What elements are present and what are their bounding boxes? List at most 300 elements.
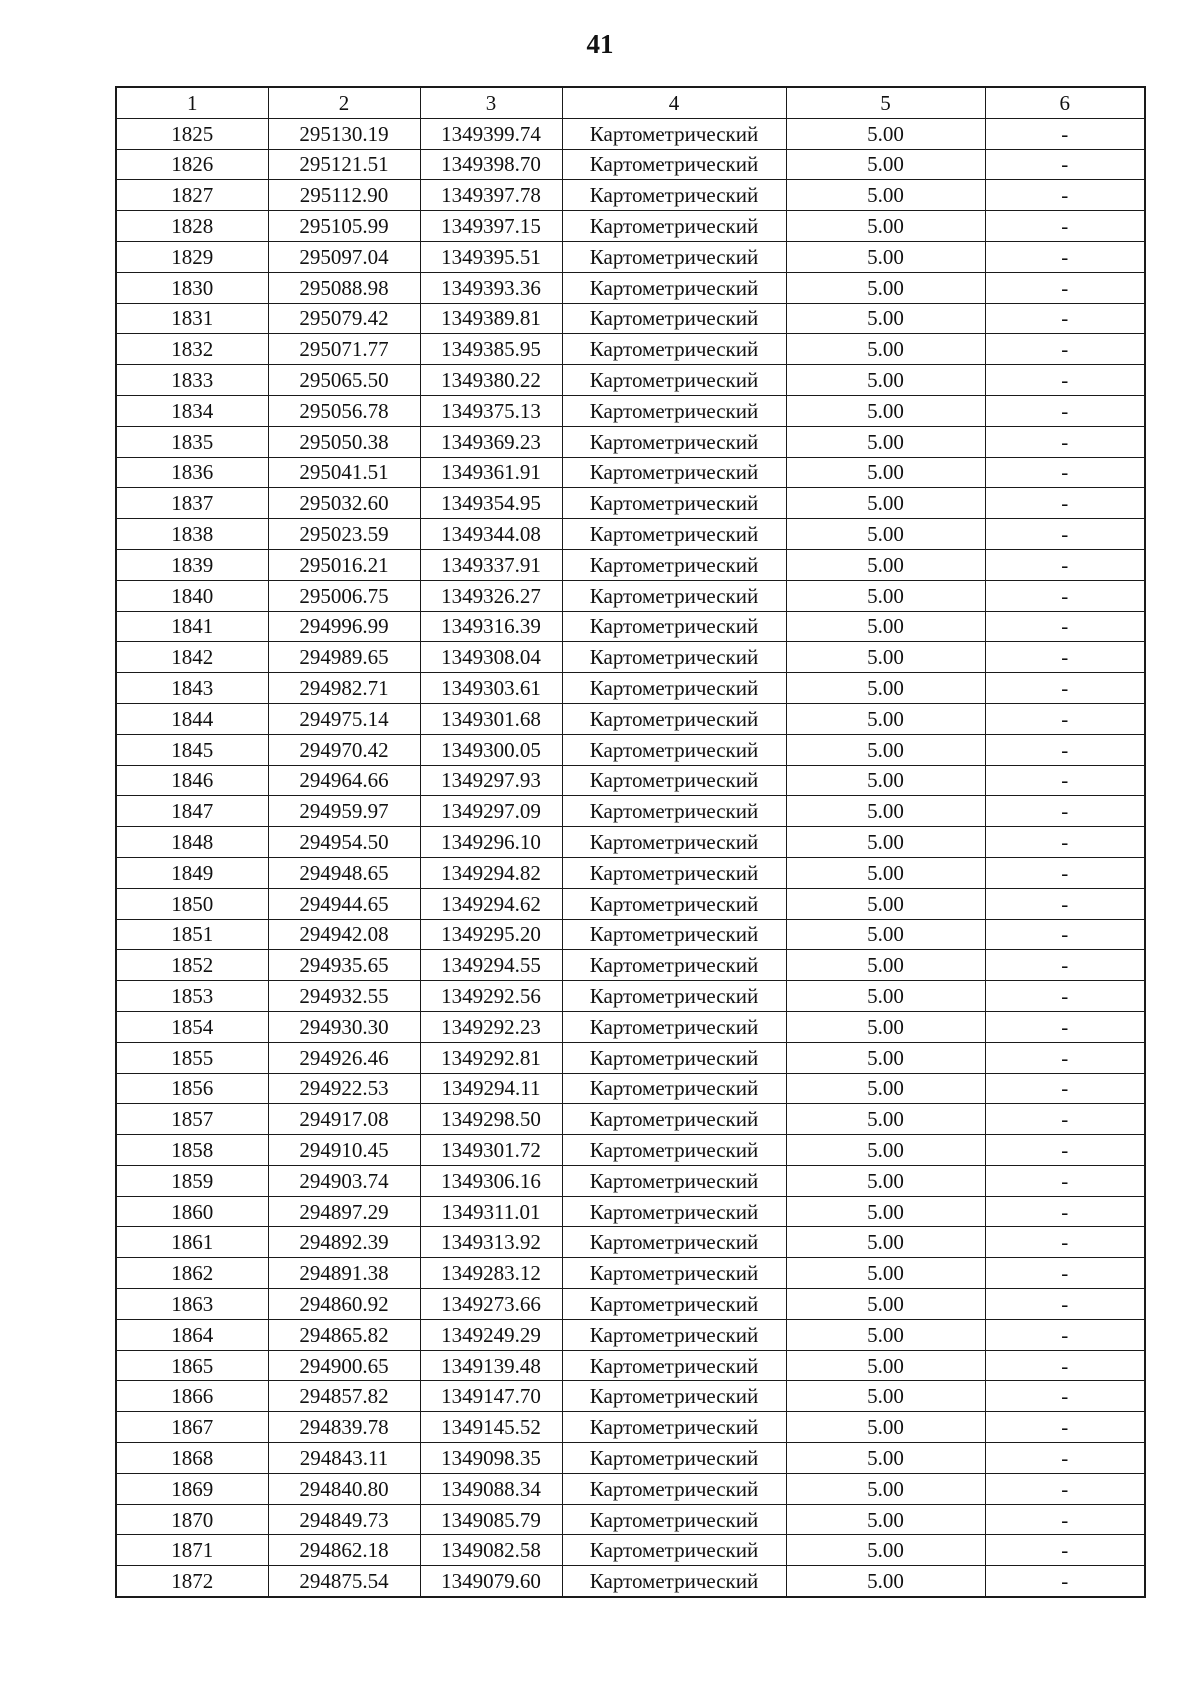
accuracy-cell: 5.00	[786, 488, 985, 519]
table-row	[116, 827, 1145, 858]
y-coordinate-cell: 1349145.52	[420, 1412, 562, 1443]
accuracy-cell: 5.00	[786, 827, 985, 858]
point-number-cell: 1855	[116, 1042, 268, 1073]
y-coordinate-cell: 1349397.15	[420, 211, 562, 242]
table-row	[116, 1566, 1145, 1597]
method-cell: Картометрический	[562, 1412, 786, 1443]
table-row	[116, 1443, 1145, 1474]
accuracy-cell: 5.00	[786, 549, 985, 580]
y-coordinate-cell: 1349098.35	[420, 1443, 562, 1474]
point-number-cell: 1847	[116, 796, 268, 827]
note-cell: -	[985, 1566, 1145, 1597]
point-number-cell: 1834	[116, 395, 268, 426]
method-cell: Картометрический	[562, 857, 786, 888]
x-coordinate-cell: 294857.82	[268, 1381, 420, 1412]
accuracy-cell: 5.00	[786, 857, 985, 888]
accuracy-cell: 5.00	[786, 703, 985, 734]
table-row	[116, 1412, 1145, 1443]
point-number-cell: 1852	[116, 950, 268, 981]
x-coordinate-cell: 295130.19	[268, 118, 420, 149]
note-cell: -	[985, 611, 1145, 642]
y-coordinate-cell: 1349399.74	[420, 118, 562, 149]
x-coordinate-cell: 295016.21	[268, 549, 420, 580]
method-cell: Картометрический	[562, 642, 786, 673]
table-row	[116, 241, 1145, 272]
method-cell: Картометрический	[562, 888, 786, 919]
point-number-cell: 1870	[116, 1504, 268, 1535]
point-number-cell: 1862	[116, 1258, 268, 1289]
y-coordinate-cell: 1349380.22	[420, 365, 562, 396]
y-coordinate-cell: 1349294.82	[420, 857, 562, 888]
accuracy-cell: 5.00	[786, 1042, 985, 1073]
note-cell: -	[985, 272, 1145, 303]
y-coordinate-cell: 1349311.01	[420, 1196, 562, 1227]
note-cell: -	[985, 241, 1145, 272]
method-cell: Картометрический	[562, 1258, 786, 1289]
point-number-cell: 1830	[116, 272, 268, 303]
note-cell: -	[985, 673, 1145, 704]
y-coordinate-cell: 1349300.05	[420, 734, 562, 765]
page-number: 41	[586, 29, 614, 59]
note-cell: -	[985, 1289, 1145, 1320]
method-cell: Картометрический	[562, 1350, 786, 1381]
x-coordinate-cell: 294944.65	[268, 888, 420, 919]
accuracy-cell: 5.00	[786, 211, 985, 242]
note-cell: -	[985, 303, 1145, 334]
point-number-cell: 1831	[116, 303, 268, 334]
point-number-cell: 1849	[116, 857, 268, 888]
table-row	[116, 457, 1145, 488]
x-coordinate-cell: 294954.50	[268, 827, 420, 858]
note-cell: -	[985, 950, 1145, 981]
table-row	[116, 734, 1145, 765]
method-cell: Картометрический	[562, 1011, 786, 1042]
point-number-cell: 1867	[116, 1412, 268, 1443]
accuracy-cell: 5.00	[786, 1381, 985, 1412]
x-coordinate-cell: 295097.04	[268, 241, 420, 272]
point-number-cell: 1850	[116, 888, 268, 919]
accuracy-cell: 5.00	[786, 519, 985, 550]
method-cell: Картометрический	[562, 211, 786, 242]
x-coordinate-cell: 295032.60	[268, 488, 420, 519]
accuracy-cell: 5.00	[786, 303, 985, 334]
method-cell: Картометрический	[562, 118, 786, 149]
y-coordinate-cell: 1349298.50	[420, 1104, 562, 1135]
note-cell: -	[985, 549, 1145, 580]
table-row	[116, 1042, 1145, 1073]
method-cell: Картометрический	[562, 1073, 786, 1104]
header-cell-3: 3	[420, 87, 562, 118]
x-coordinate-cell: 295088.98	[268, 272, 420, 303]
accuracy-cell: 5.00	[786, 334, 985, 365]
table-row	[116, 1504, 1145, 1535]
x-coordinate-cell: 295065.50	[268, 365, 420, 396]
table-row	[116, 796, 1145, 827]
x-coordinate-cell: 294926.46	[268, 1042, 420, 1073]
point-number-cell: 1859	[116, 1165, 268, 1196]
table-row	[116, 1011, 1145, 1042]
accuracy-cell: 5.00	[786, 580, 985, 611]
note-cell: -	[985, 1227, 1145, 1258]
y-coordinate-cell: 1349085.79	[420, 1504, 562, 1535]
x-coordinate-cell: 295079.42	[268, 303, 420, 334]
accuracy-cell: 5.00	[786, 1289, 985, 1320]
point-number-cell: 1842	[116, 642, 268, 673]
method-cell: Картометрический	[562, 765, 786, 796]
table-row	[116, 488, 1145, 519]
point-number-cell: 1863	[116, 1289, 268, 1320]
point-number-cell: 1833	[116, 365, 268, 396]
method-cell: Картометрический	[562, 1104, 786, 1135]
y-coordinate-cell: 1349385.95	[420, 334, 562, 365]
note-cell: -	[985, 1011, 1145, 1042]
y-coordinate-cell: 1349361.91	[420, 457, 562, 488]
accuracy-cell: 5.00	[786, 1258, 985, 1289]
table-row	[116, 1381, 1145, 1412]
header-cell-2: 2	[268, 87, 420, 118]
x-coordinate-cell: 294975.14	[268, 703, 420, 734]
method-cell: Картометрический	[562, 1535, 786, 1566]
table-row	[116, 611, 1145, 642]
point-number-cell: 1841	[116, 611, 268, 642]
x-coordinate-cell: 294875.54	[268, 1566, 420, 1597]
x-coordinate-cell: 294922.53	[268, 1073, 420, 1104]
method-cell: Картометрический	[562, 1566, 786, 1597]
accuracy-cell: 5.00	[786, 1566, 985, 1597]
point-number-cell: 1860	[116, 1196, 268, 1227]
note-cell: -	[985, 1319, 1145, 1350]
x-coordinate-cell: 295050.38	[268, 426, 420, 457]
y-coordinate-cell: 1349273.66	[420, 1289, 562, 1320]
note-cell: -	[985, 1196, 1145, 1227]
y-coordinate-cell: 1349375.13	[420, 395, 562, 426]
table-row	[116, 857, 1145, 888]
table-row	[116, 580, 1145, 611]
note-cell: -	[985, 365, 1145, 396]
point-number-cell: 1861	[116, 1227, 268, 1258]
y-coordinate-cell: 1349139.48	[420, 1350, 562, 1381]
point-number-cell: 1868	[116, 1443, 268, 1474]
method-cell: Картометрический	[562, 1443, 786, 1474]
table-row	[116, 549, 1145, 580]
method-cell: Картометрический	[562, 149, 786, 180]
point-number-cell: 1856	[116, 1073, 268, 1104]
header-cell-5: 5	[786, 87, 985, 118]
table-row	[116, 673, 1145, 704]
note-cell: -	[985, 519, 1145, 550]
method-cell: Картометрический	[562, 1135, 786, 1166]
x-coordinate-cell: 294892.39	[268, 1227, 420, 1258]
x-coordinate-cell: 294849.73	[268, 1504, 420, 1535]
x-coordinate-cell: 294964.66	[268, 765, 420, 796]
method-cell: Картометрический	[562, 950, 786, 981]
accuracy-cell: 5.00	[786, 765, 985, 796]
method-cell: Картометрический	[562, 426, 786, 457]
accuracy-cell: 5.00	[786, 1412, 985, 1443]
y-coordinate-cell: 1349297.93	[420, 765, 562, 796]
point-number-cell: 1844	[116, 703, 268, 734]
method-cell: Картометрический	[562, 673, 786, 704]
note-cell: -	[985, 457, 1145, 488]
table-body	[116, 118, 1145, 1597]
table-row	[116, 180, 1145, 211]
method-cell: Картометрический	[562, 796, 786, 827]
point-number-cell: 1835	[116, 426, 268, 457]
accuracy-cell: 5.00	[786, 1196, 985, 1227]
y-coordinate-cell: 1349295.20	[420, 919, 562, 950]
table-row	[116, 1535, 1145, 1566]
method-cell: Картометрический	[562, 1381, 786, 1412]
y-coordinate-cell: 1349369.23	[420, 426, 562, 457]
accuracy-cell: 5.00	[786, 673, 985, 704]
method-cell: Картометрический	[562, 734, 786, 765]
x-coordinate-cell: 294862.18	[268, 1535, 420, 1566]
x-coordinate-cell: 294917.08	[268, 1104, 420, 1135]
note-cell: -	[985, 334, 1145, 365]
accuracy-cell: 5.00	[786, 734, 985, 765]
y-coordinate-cell: 1349079.60	[420, 1566, 562, 1597]
note-cell: -	[985, 888, 1145, 919]
note-cell: -	[985, 734, 1145, 765]
note-cell: -	[985, 796, 1145, 827]
y-coordinate-cell: 1349297.09	[420, 796, 562, 827]
x-coordinate-cell: 294959.97	[268, 796, 420, 827]
table-row	[116, 981, 1145, 1012]
point-number-cell: 1854	[116, 1011, 268, 1042]
table-row	[116, 1165, 1145, 1196]
note-cell: -	[985, 180, 1145, 211]
point-number-cell: 1857	[116, 1104, 268, 1135]
y-coordinate-cell: 1349313.92	[420, 1227, 562, 1258]
accuracy-cell: 5.00	[786, 1104, 985, 1135]
method-cell: Картометрический	[562, 580, 786, 611]
accuracy-cell: 5.00	[786, 642, 985, 673]
point-number-cell: 1871	[116, 1535, 268, 1566]
table-row	[116, 1258, 1145, 1289]
method-cell: Картометрический	[562, 1042, 786, 1073]
x-coordinate-cell: 294982.71	[268, 673, 420, 704]
x-coordinate-cell: 294930.30	[268, 1011, 420, 1042]
note-cell: -	[985, 395, 1145, 426]
point-number-cell: 1837	[116, 488, 268, 519]
x-coordinate-cell: 294897.29	[268, 1196, 420, 1227]
table-row	[116, 1473, 1145, 1504]
note-cell: -	[985, 1535, 1145, 1566]
table-row	[116, 426, 1145, 457]
point-number-cell: 1865	[116, 1350, 268, 1381]
x-coordinate-cell: 294932.55	[268, 981, 420, 1012]
accuracy-cell: 5.00	[786, 1504, 985, 1535]
note-cell: -	[985, 827, 1145, 858]
note-cell: -	[985, 1412, 1145, 1443]
method-cell: Картометрический	[562, 1289, 786, 1320]
y-coordinate-cell: 1349294.62	[420, 888, 562, 919]
note-cell: -	[985, 118, 1145, 149]
method-cell: Картометрический	[562, 365, 786, 396]
y-coordinate-cell: 1349082.58	[420, 1535, 562, 1566]
accuracy-cell: 5.00	[786, 1135, 985, 1166]
method-cell: Картометрический	[562, 827, 786, 858]
y-coordinate-cell: 1349303.61	[420, 673, 562, 704]
y-coordinate-cell: 1349308.04	[420, 642, 562, 673]
table-row	[116, 118, 1145, 149]
table-row	[116, 1227, 1145, 1258]
y-coordinate-cell: 1349296.10	[420, 827, 562, 858]
accuracy-cell: 5.00	[786, 241, 985, 272]
note-cell: -	[985, 580, 1145, 611]
x-coordinate-cell: 294948.65	[268, 857, 420, 888]
x-coordinate-cell: 294989.65	[268, 642, 420, 673]
method-cell: Картометрический	[562, 241, 786, 272]
point-number-cell: 1838	[116, 519, 268, 550]
table-row	[116, 365, 1145, 396]
note-cell: -	[985, 857, 1145, 888]
x-coordinate-cell: 295041.51	[268, 457, 420, 488]
method-cell: Картометрический	[562, 703, 786, 734]
y-coordinate-cell: 1349294.55	[420, 950, 562, 981]
table-row	[116, 919, 1145, 950]
accuracy-cell: 5.00	[786, 611, 985, 642]
table-row	[116, 1319, 1145, 1350]
x-coordinate-cell: 295006.75	[268, 580, 420, 611]
method-cell: Картометрический	[562, 334, 786, 365]
point-number-cell: 1851	[116, 919, 268, 950]
method-cell: Картометрический	[562, 549, 786, 580]
accuracy-cell: 5.00	[786, 426, 985, 457]
point-number-cell: 1864	[116, 1319, 268, 1350]
y-coordinate-cell: 1349395.51	[420, 241, 562, 272]
method-cell: Картометрический	[562, 1319, 786, 1350]
note-cell: -	[985, 642, 1145, 673]
note-cell: -	[985, 1042, 1145, 1073]
table-row	[116, 1350, 1145, 1381]
note-cell: -	[985, 1350, 1145, 1381]
note-cell: -	[985, 919, 1145, 950]
method-cell: Картометрический	[562, 1504, 786, 1535]
note-cell: -	[985, 1135, 1145, 1166]
method-cell: Картометрический	[562, 1165, 786, 1196]
accuracy-cell: 5.00	[786, 1319, 985, 1350]
table-row	[116, 1135, 1145, 1166]
y-coordinate-cell: 1349354.95	[420, 488, 562, 519]
accuracy-cell: 5.00	[786, 1011, 985, 1042]
point-number-cell: 1827	[116, 180, 268, 211]
header-row	[116, 87, 1145, 118]
accuracy-cell: 5.00	[786, 1165, 985, 1196]
method-cell: Картометрический	[562, 457, 786, 488]
accuracy-cell: 5.00	[786, 981, 985, 1012]
y-coordinate-cell: 1349292.23	[420, 1011, 562, 1042]
header-cell-1: 1	[116, 87, 268, 118]
x-coordinate-cell: 294942.08	[268, 919, 420, 950]
accuracy-cell: 5.00	[786, 919, 985, 950]
y-coordinate-cell: 1349301.68	[420, 703, 562, 734]
x-coordinate-cell: 294865.82	[268, 1319, 420, 1350]
accuracy-cell: 5.00	[786, 118, 985, 149]
header-cell-4: 4	[562, 87, 786, 118]
note-cell: -	[985, 1381, 1145, 1412]
note-cell: -	[985, 488, 1145, 519]
y-coordinate-cell: 1349397.78	[420, 180, 562, 211]
accuracy-cell: 5.00	[786, 395, 985, 426]
x-coordinate-cell: 295112.90	[268, 180, 420, 211]
accuracy-cell: 5.00	[786, 180, 985, 211]
method-cell: Картометрический	[562, 519, 786, 550]
table-header	[116, 87, 1145, 118]
x-coordinate-cell: 295105.99	[268, 211, 420, 242]
point-number-cell: 1858	[116, 1135, 268, 1166]
method-cell: Картометрический	[562, 1227, 786, 1258]
x-coordinate-cell: 294860.92	[268, 1289, 420, 1320]
table-row	[116, 519, 1145, 550]
accuracy-cell: 5.00	[786, 1473, 985, 1504]
point-number-cell: 1846	[116, 765, 268, 796]
x-coordinate-cell: 295056.78	[268, 395, 420, 426]
table-row	[116, 950, 1145, 981]
x-coordinate-cell: 294900.65	[268, 1350, 420, 1381]
table-row	[116, 211, 1145, 242]
x-coordinate-cell: 294843.11	[268, 1443, 420, 1474]
point-number-cell: 1839	[116, 549, 268, 580]
note-cell: -	[985, 1165, 1145, 1196]
accuracy-cell: 5.00	[786, 1535, 985, 1566]
table-row	[116, 1289, 1145, 1320]
y-coordinate-cell: 1349398.70	[420, 149, 562, 180]
header-cell-6: 6	[985, 87, 1145, 118]
table-row	[116, 149, 1145, 180]
note-cell: -	[985, 765, 1145, 796]
point-number-cell: 1872	[116, 1566, 268, 1597]
point-number-cell: 1848	[116, 827, 268, 858]
method-cell: Картометрический	[562, 611, 786, 642]
x-coordinate-cell: 294903.74	[268, 1165, 420, 1196]
accuracy-cell: 5.00	[786, 950, 985, 981]
accuracy-cell: 5.00	[786, 1350, 985, 1381]
table-row	[116, 1196, 1145, 1227]
point-number-cell: 1832	[116, 334, 268, 365]
point-number-cell: 1869	[116, 1473, 268, 1504]
accuracy-cell: 5.00	[786, 1227, 985, 1258]
accuracy-cell: 5.00	[786, 1443, 985, 1474]
y-coordinate-cell: 1349389.81	[420, 303, 562, 334]
point-number-cell: 1836	[116, 457, 268, 488]
method-cell: Картометрический	[562, 272, 786, 303]
y-coordinate-cell: 1349147.70	[420, 1381, 562, 1412]
y-coordinate-cell: 1349249.29	[420, 1319, 562, 1350]
y-coordinate-cell: 1349316.39	[420, 611, 562, 642]
x-coordinate-cell: 294891.38	[268, 1258, 420, 1289]
x-coordinate-cell: 294935.65	[268, 950, 420, 981]
y-coordinate-cell: 1349393.36	[420, 272, 562, 303]
point-number-cell: 1825	[116, 118, 268, 149]
point-number-cell: 1840	[116, 580, 268, 611]
note-cell: -	[985, 1258, 1145, 1289]
table-row	[116, 334, 1145, 365]
point-number-cell: 1826	[116, 149, 268, 180]
method-cell: Картометрический	[562, 395, 786, 426]
method-cell: Картометрический	[562, 1196, 786, 1227]
x-coordinate-cell: 295071.77	[268, 334, 420, 365]
y-coordinate-cell: 1349088.34	[420, 1473, 562, 1504]
x-coordinate-cell: 294839.78	[268, 1412, 420, 1443]
point-number-cell: 1828	[116, 211, 268, 242]
note-cell: -	[985, 1504, 1145, 1535]
method-cell: Картометрический	[562, 981, 786, 1012]
method-cell: Картометрический	[562, 488, 786, 519]
coordinates-table	[115, 86, 1146, 1598]
method-cell: Картометрический	[562, 303, 786, 334]
method-cell: Картометрический	[562, 919, 786, 950]
